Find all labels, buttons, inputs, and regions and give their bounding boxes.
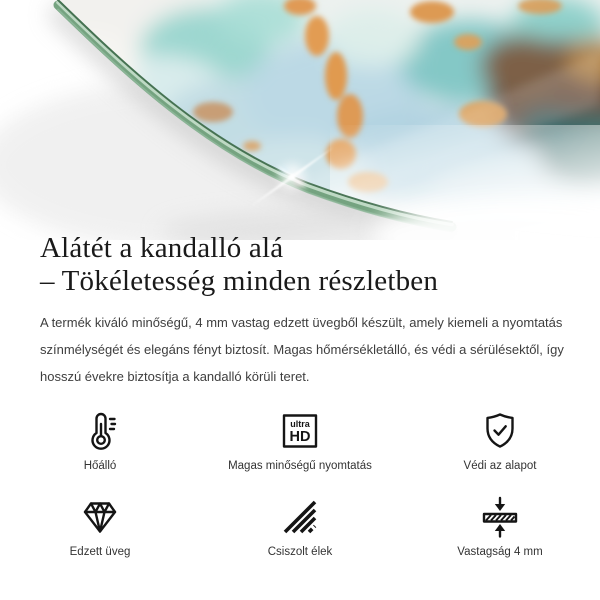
feature-heat-resistant [0, 407, 200, 472]
title-line-1: Alátét a kandalló alá [40, 232, 284, 264]
diamond-icon [78, 493, 122, 539]
feature-label: Vastagság 4 mm [457, 546, 543, 558]
product-photo [0, 0, 600, 240]
feature-polished-edges [200, 493, 400, 558]
thermometer-icon [78, 407, 122, 453]
feature-label: Edzett üveg [69, 546, 131, 558]
feature-thickness-4mm [400, 493, 600, 558]
description-line: hosszú évekre biztosítja a kandalló körüli teret. [40, 369, 310, 384]
feature-tempered-glass [0, 493, 200, 558]
feature-protects-base [400, 407, 600, 472]
feature-label: Hőálló [83, 460, 117, 472]
feature-label: Magas minőségű nyomtatás [228, 460, 372, 472]
svg-text:ultra: ultra [290, 419, 310, 429]
features-grid [0, 407, 600, 558]
thickness-icon [478, 493, 522, 539]
feature-ultra-hd-print [200, 407, 400, 472]
svg-text:HD: HD [289, 429, 311, 445]
product-description [40, 309, 566, 390]
feature-label: Csiszolt élek [267, 546, 333, 558]
ultra-hd-icon [278, 407, 322, 453]
product-copy [0, 232, 600, 390]
description-line: színmélységét és elegáns fényt biztosít. Magas hőmérsékletálló, és védi a sérülésektől, így [40, 342, 564, 357]
shield-check-icon [478, 407, 522, 453]
polished-edges-icon [278, 493, 322, 539]
description-line: A termék kiváló minőségű, 4 mm vastag edzett üvegből készült, amely kiemeli a nyomtatás [40, 315, 563, 330]
feature-label: Védi az alapot [463, 460, 537, 472]
title-line-2: – Tökéletesség minden részletben [40, 265, 439, 297]
page-title [40, 232, 566, 298]
